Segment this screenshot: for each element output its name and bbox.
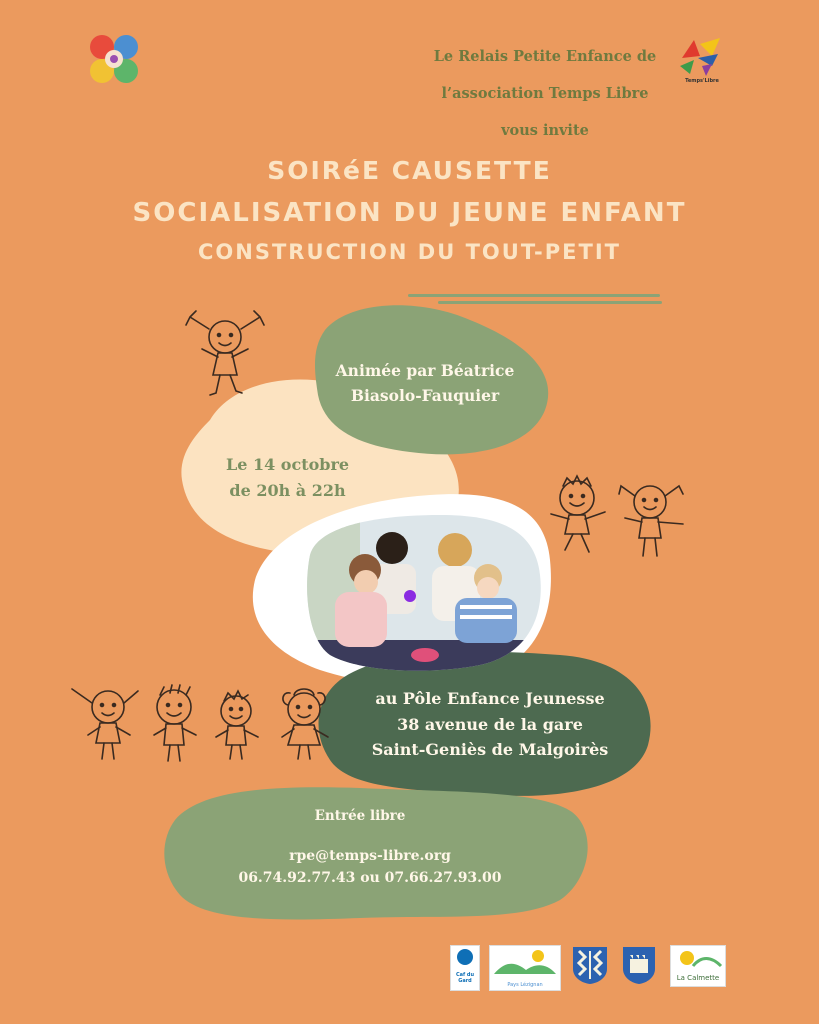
calmette-sun-icon (671, 946, 725, 970)
free-entry-label: Entrée libre (314, 808, 406, 824)
comcom-label: Pays Lézignan (507, 982, 543, 988)
speaker-text (300, 358, 550, 408)
speaker-line-1: Animée par Béatrice (335, 361, 515, 380)
venue-line-1: au Pôle Enfance Jeunesse (375, 689, 605, 708)
contact-phones[interactable]: 06.74.92.77.43 ou 07.66.27.93.00 (238, 870, 502, 886)
la-calmette-logo (670, 945, 726, 987)
contact-info (170, 845, 570, 889)
header-line-3: vous invite (501, 122, 589, 139)
venue-address (340, 686, 640, 763)
speaker-line-2: Biasolo-Fauquier (350, 386, 500, 405)
header-line-1: Le Relais Petite Enfance de (433, 48, 657, 65)
comcom-logo (489, 945, 561, 991)
contact-email[interactable]: rpe@temps-libre.org (289, 848, 451, 864)
castle-crest-icon (621, 945, 657, 985)
kids-pair-doodle-icon (545, 472, 695, 562)
venue-line-3: Saint-Geniès de Malgoirès (371, 740, 609, 759)
title-line-2: SOCIALISATION DU JEUNE ENFANT (132, 198, 687, 228)
coat-of-arms-icon (571, 945, 609, 985)
venue-line-2: 38 avenue de la gare (397, 714, 583, 734)
kids-row-doodle-icon (66, 683, 346, 765)
date-line-1: Le 14 octobre (225, 455, 350, 474)
time-line: de 20h à 22h (229, 481, 346, 500)
landscape-icon (490, 946, 560, 978)
temps-libre-caption: Temps'Libre (685, 78, 719, 84)
title-line-3: CONSTRUCTION DU TOUT-PETIT (198, 240, 621, 264)
caf-icon (451, 946, 479, 968)
kid-doodle-icon (180, 305, 270, 400)
caf-logo (450, 945, 480, 991)
header-line-2: l’association Temps Libre (441, 85, 649, 102)
event-date (195, 452, 380, 504)
caf-label: Caf du Gard (455, 972, 475, 984)
calmette-label: La Calmette (676, 974, 720, 982)
title-line-1: SOIRéE CAUSETTE (267, 156, 552, 185)
